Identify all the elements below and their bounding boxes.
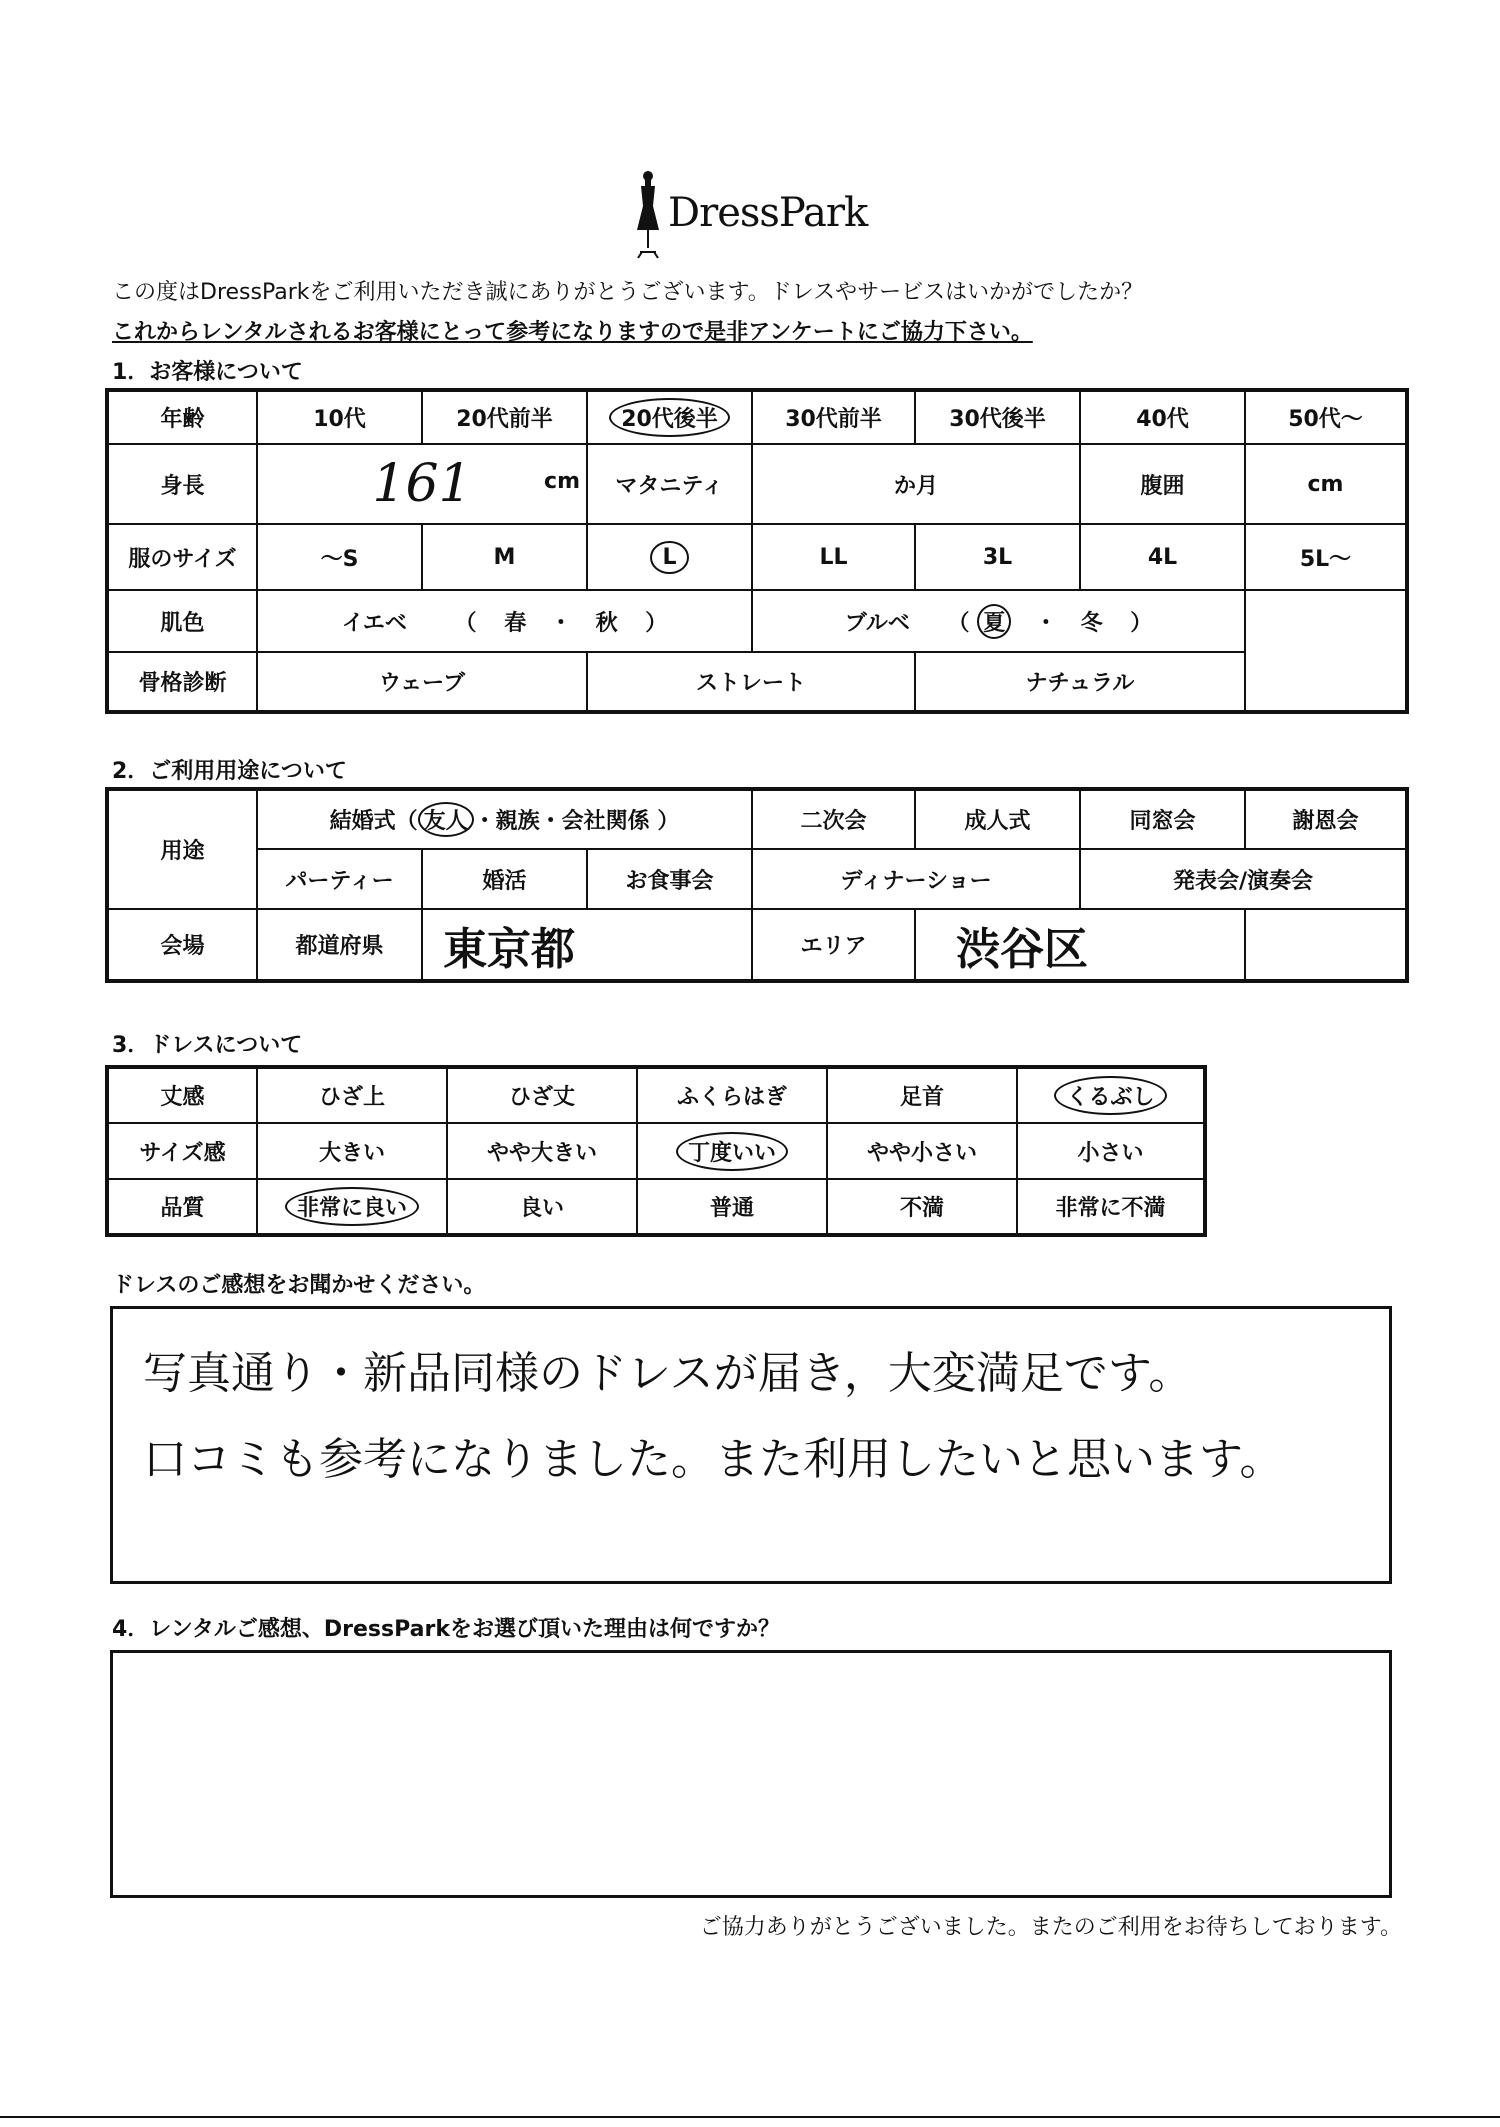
- wedding-label: 結婚式（: [329, 809, 418, 834]
- usage-option[interactable]: 発表会/演奏会: [1080, 849, 1407, 909]
- skin-label: 肌色: [107, 590, 257, 652]
- empty-cell: [1245, 652, 1407, 712]
- frame-option[interactable]: ストレート: [587, 652, 915, 712]
- height-label: 身長: [107, 444, 257, 524]
- friend-option-selected[interactable]: 友人: [418, 802, 474, 837]
- age-option[interactable]: 30代前半: [752, 390, 915, 444]
- age-option[interactable]: 20代前半: [422, 390, 587, 444]
- frame-row: [107, 652, 1407, 712]
- quality-option-selected[interactable]: [257, 1179, 447, 1235]
- fit-row: [107, 1123, 1205, 1179]
- relations-label: ・親族・会社関係 ）: [473, 809, 680, 834]
- intro-line-2: これからレンタルされるお客様にとって参考になりますので是非アンケートにご協力下さい。: [112, 320, 1033, 345]
- maternity-months[interactable]: か月: [752, 444, 1080, 524]
- length-label: 丈感: [107, 1067, 257, 1123]
- frame-label: 骨格診断: [107, 652, 257, 712]
- selection-circle: L: [650, 541, 688, 574]
- blue-base-label: ブルベ: [844, 610, 910, 636]
- waist-unit[interactable]: cm: [1245, 444, 1407, 524]
- usage-option[interactable]: 成人式: [915, 789, 1080, 849]
- winter-option[interactable]: 冬: [1080, 610, 1103, 636]
- length-option[interactable]: ふくらはぎ: [637, 1067, 827, 1123]
- skin-row: [107, 590, 1407, 652]
- fit-option[interactable]: やや大きい: [447, 1123, 637, 1179]
- usage-table: [105, 787, 1409, 983]
- dress-icon: [628, 168, 668, 260]
- age-label: 年齢: [107, 390, 257, 444]
- prefecture-label: 都道府県: [257, 909, 422, 981]
- wedding-option[interactable]: [257, 789, 752, 849]
- area-label: エリア: [752, 909, 915, 981]
- dress-comment-title: ドレスのご感想をお聞かせください。: [112, 1273, 486, 1298]
- usage-option[interactable]: 謝恩会: [1245, 789, 1407, 849]
- size-option[interactable]: 5L～: [1245, 524, 1407, 590]
- size-option[interactable]: LL: [752, 524, 915, 590]
- size-label: 服のサイズ: [107, 524, 257, 590]
- section-1-title: 1．お客様について: [112, 360, 303, 385]
- age-row: [107, 390, 1407, 444]
- usage-label: 用途: [107, 789, 257, 909]
- dress-comment-box[interactable]: [110, 1306, 1392, 1584]
- yellow-base-label: イエベ: [341, 610, 407, 636]
- usage-option[interactable]: 二次会: [752, 789, 915, 849]
- size-option-selected[interactable]: [587, 524, 752, 590]
- frame-option[interactable]: ウェーブ: [257, 652, 587, 712]
- length-option-selected[interactable]: [1017, 1067, 1205, 1123]
- size-option[interactable]: 3L: [915, 524, 1080, 590]
- selection-circle: くるぶし: [1054, 1076, 1166, 1115]
- page-bottom-rule: [0, 2116, 1500, 2118]
- yellow-base-option[interactable]: イエベ （ 春 ・ 秋 ）: [257, 590, 752, 652]
- empty-cell: [1245, 590, 1407, 652]
- fit-option-selected[interactable]: [637, 1123, 827, 1179]
- fit-label: サイズ感: [107, 1123, 257, 1179]
- intro-line-1: この度はDressParkをご利用いただき誠にありがとうございます。ドレスやサービスはいかがでしたか？: [112, 280, 1144, 305]
- venue-label: 会場: [107, 909, 257, 981]
- waist-label: 腹囲: [1080, 444, 1245, 524]
- venue-row: [107, 909, 1407, 981]
- frame-option[interactable]: ナチュラル: [915, 652, 1245, 712]
- reason-comment-box[interactable]: [110, 1650, 1392, 1898]
- section-2-title: 2．ご利用用途について: [112, 759, 347, 784]
- fit-option[interactable]: やや小さい: [827, 1123, 1017, 1179]
- quality-label: 品質: [107, 1179, 257, 1235]
- usage-option[interactable]: 同窓会: [1080, 789, 1245, 849]
- quality-option[interactable]: 普通: [637, 1179, 827, 1235]
- size-row: [107, 524, 1407, 590]
- usage-row-1: [107, 789, 1407, 849]
- age-option[interactable]: 10代: [257, 390, 422, 444]
- usage-option[interactable]: 婚活: [422, 849, 587, 909]
- size-option[interactable]: M: [422, 524, 587, 590]
- brand-name: DressPark: [668, 190, 868, 236]
- brand-logo: [628, 168, 888, 260]
- dress-table: [105, 1065, 1207, 1237]
- age-option[interactable]: 50代～: [1245, 390, 1407, 444]
- height-row: [107, 444, 1407, 524]
- section-4-title: 4．レンタルご感想、DressParkをお選び頂いた理由は何ですか？: [112, 1617, 780, 1642]
- height-value: 161: [372, 454, 472, 514]
- size-option[interactable]: 4L: [1080, 524, 1245, 590]
- selection-circle: 非常に良い: [285, 1187, 419, 1226]
- height-field[interactable]: [257, 444, 587, 524]
- length-option[interactable]: ひざ丈: [447, 1067, 637, 1123]
- quality-option[interactable]: 不満: [827, 1179, 1017, 1235]
- customer-table: [105, 388, 1409, 714]
- maternity-label: マタニティ: [587, 444, 752, 524]
- comment-line-2: 口コミも参考になりました。また利用したいと思います。: [143, 1434, 1284, 1485]
- length-option[interactable]: 足首: [827, 1067, 1017, 1123]
- quality-option[interactable]: 良い: [447, 1179, 637, 1235]
- fit-option[interactable]: 小さい: [1017, 1123, 1205, 1179]
- length-row: [107, 1067, 1205, 1123]
- section-3-title: 3．ドレスについて: [112, 1033, 303, 1058]
- fit-option[interactable]: 大きい: [257, 1123, 447, 1179]
- summer-option-selected[interactable]: 夏: [977, 604, 1011, 639]
- usage-option[interactable]: ディナーショー: [752, 849, 1080, 909]
- size-option[interactable]: ～S: [257, 524, 422, 590]
- quality-option[interactable]: 非常に不満: [1017, 1179, 1205, 1235]
- age-option[interactable]: 30代後半: [915, 390, 1080, 444]
- quality-row: [107, 1179, 1205, 1235]
- usage-option[interactable]: パーティー: [257, 849, 422, 909]
- selection-circle: 20代後半: [609, 398, 730, 437]
- spring-option[interactable]: 春: [504, 610, 527, 636]
- height-unit: cm: [544, 469, 580, 494]
- age-option-selected[interactable]: [587, 390, 752, 444]
- closing-message: ご協力ありがとうございました。またのご利用をお待ちしております。: [699, 1915, 1402, 1940]
- age-option[interactable]: 40代: [1080, 390, 1245, 444]
- usage-option[interactable]: お食事会: [587, 849, 752, 909]
- comment-line-1: 写真通り・新品同様のドレスが届き，大変満足です。: [143, 1348, 1193, 1399]
- empty-cell: [1245, 909, 1407, 981]
- autumn-option[interactable]: 秋: [595, 610, 618, 636]
- length-option[interactable]: ひざ上: [257, 1067, 447, 1123]
- prefecture-value[interactable]: 東京都: [422, 909, 752, 981]
- area-value[interactable]: 渋谷区: [915, 909, 1245, 981]
- selection-circle: 丁度いい: [676, 1132, 788, 1171]
- blue-base-option[interactable]: ブルベ （ 夏 ・ 冬 ）: [752, 590, 1245, 652]
- usage-row-2: [107, 849, 1407, 909]
